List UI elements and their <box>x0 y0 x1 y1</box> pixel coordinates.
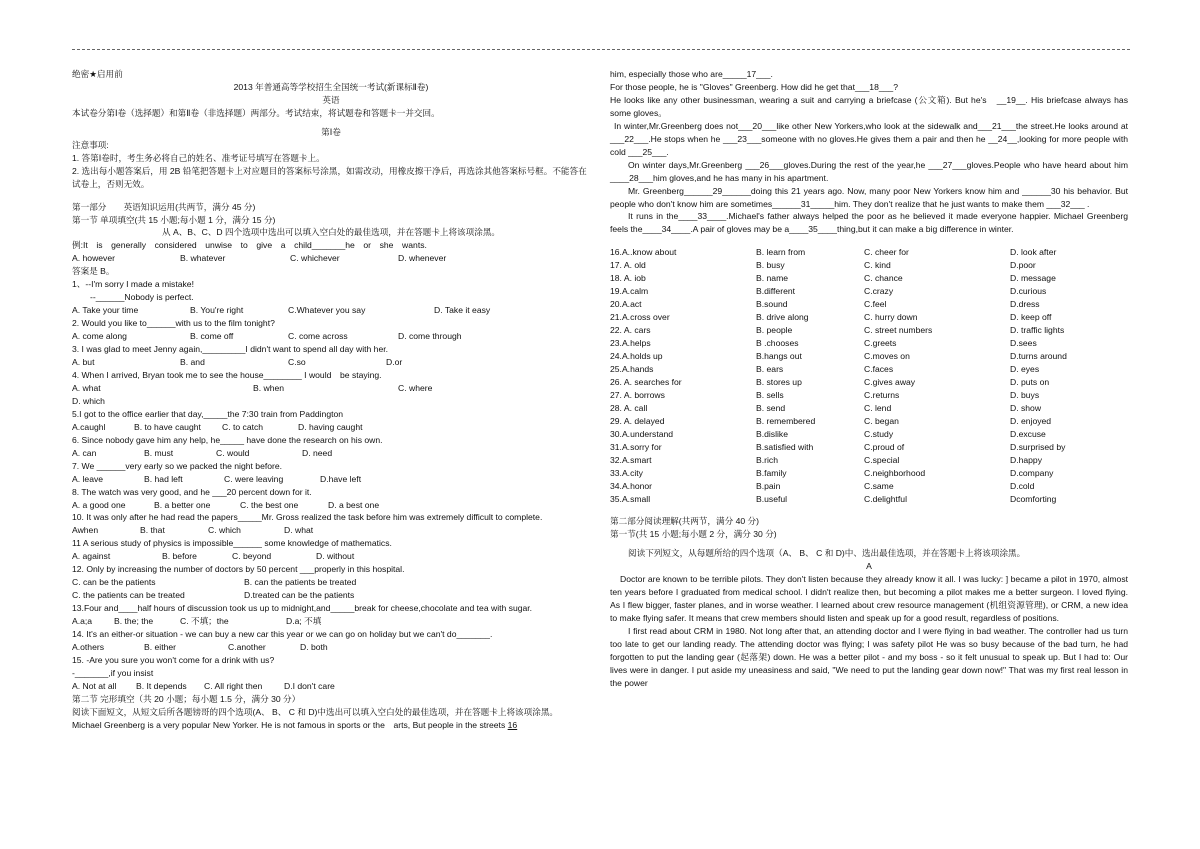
option: D. what <box>284 525 314 536</box>
option: D.I don't care <box>284 680 335 691</box>
option: C.greets <box>864 338 897 349</box>
question-stem: 8. The watch was very good, and he ___20 percent down for it. <box>72 486 312 497</box>
option: B. and <box>180 357 205 368</box>
option: C.another <box>228 641 266 652</box>
option: C.neighborhood <box>864 467 926 478</box>
option: D. a best one <box>328 499 380 510</box>
option: C.Whatever you say <box>288 305 366 316</box>
option: D.curious <box>1010 286 1047 297</box>
option: 22. A. cars <box>610 325 651 336</box>
option: 35.A.small <box>610 493 651 504</box>
option-row <box>610 324 1128 337</box>
option: B.useful <box>756 493 788 504</box>
option: C. chance <box>864 273 903 284</box>
reading-paragraph: I first read about CRM in 1980. Not long after that, an attending doctor and I were flying in bad weather. The controller had us turn too late to get our landing ready. The attending doctor was flying; I was safety pilot He was so busy because of the bad turn, he had forgotten to put the landing gear (起落架) down. He was a better pilot - and my boss - so it felt unusual to speak up. But I had to: Our lives were in danger. I put aside my uneasiness and said, "We need to put the landing gear down now!" That was my first real lesson in the power <box>610 626 1128 688</box>
option: 16.A..know about <box>610 247 677 258</box>
question-stem: 11 A serious study of physics is impossible______ some knowledge of mathematics. <box>72 538 392 549</box>
option: D. enjoyed <box>1010 415 1052 426</box>
option-row <box>610 480 1128 493</box>
option: D. having caught <box>298 421 363 432</box>
option: A. what <box>72 382 101 393</box>
option: B. when <box>253 382 285 393</box>
option-row <box>610 415 1128 428</box>
option: C. can be the patients <box>72 577 156 588</box>
reading-paragraph: Doctor are known to be terrible pilots. They don't listen because they already know it all. I was lucky: ] became a pilot in 1970, almost ten years before I graduated from medical school. I didn't realize then, but becoming a pilot makes me a better surgeon. I loved flying. As I flew bigger, faster planes, and in worse weather. I learned about crew resource management (机组资源管理), or CRM, a new idea to make flying safer. It means that crew members should listen and speak up for a good result, regardless of positions. <box>610 574 1128 624</box>
option: D.turns around <box>1010 351 1067 362</box>
option: 19.A.calm <box>610 286 649 297</box>
option: 20.A.act <box>610 299 642 310</box>
option: D. Take it easy <box>434 305 491 316</box>
option: C. kind <box>864 260 891 271</box>
option: B .chooses <box>756 338 799 349</box>
option: A. Not at all <box>72 680 117 691</box>
option: A. against <box>72 551 111 562</box>
cloze-paragraph: Mr. Greenberg______29______doing this 21 years ago. Now, many poor New Yorkers know him and ______30 his behavior. But people who don't know him are sometimes______31_____him. They don't realize that he just wants to make them ___32___ . <box>610 185 1128 209</box>
option: D. come through <box>398 331 462 342</box>
cloze-paragraph: him, especially those who are_____17___. <box>610 69 773 79</box>
option: C.crazy <box>864 286 894 297</box>
cloze-passage-start: Michael Greenberg is a very popular New Yorker. He is not famous in sports or the arts, But people in the streets 16 <box>72 719 518 730</box>
reading-instructions: 阅读下列短文，从每题所给的四个选项（A、 B、 C 和 D)中、选出最佳选项，并在答题卡上将该项涂黑。 <box>628 548 1026 559</box>
option: Dcomforting <box>1010 493 1057 504</box>
option: B. stores up <box>756 376 802 387</box>
option: C. where <box>398 382 433 393</box>
volume-title: 第Ⅰ卷 <box>321 126 341 137</box>
option: B. either <box>144 641 177 652</box>
option: B. learn from <box>756 247 806 258</box>
option: B. busy <box>756 260 785 271</box>
option: B.different <box>756 286 796 297</box>
option: B. to have caught <box>134 421 201 432</box>
option: D. both <box>300 641 328 652</box>
option: D.a; 不填 <box>286 616 322 627</box>
option: B.dislike <box>756 428 788 439</box>
cloze-paragraph: He looks like any other businessman, wearing a suit and carrying a briefcase (公文箱). But he's __19__. His briefcase always has some gloves。 <box>610 94 1128 118</box>
option: 27. A. borrows <box>610 389 665 400</box>
question-stem: 13.Four and____half hours of discussion took us up to midnight,and_____break for cheese,chocolate and tea with sugar. <box>72 603 533 614</box>
option: B. send <box>756 402 786 413</box>
option: C.feel <box>864 299 887 310</box>
question-options <box>72 447 590 460</box>
option-row <box>610 454 1128 467</box>
option-row <box>610 298 1128 311</box>
option: B. a better one <box>154 499 211 510</box>
option: 23.A.helps <box>610 338 651 349</box>
option: C. beyond <box>232 551 272 562</box>
notes-heading: 注意事项: <box>72 139 109 150</box>
question-options <box>72 421 590 434</box>
question-stem: 12. Only by increasing the number of doctors by 50 percent ___properly in this hospital. <box>72 564 405 575</box>
option-row <box>610 350 1128 363</box>
section1-title: 第一节 单项填空(共 15 小题;每小题 1 分，满分 15 分) <box>72 214 276 225</box>
option: 17. A. old <box>610 260 646 271</box>
option: B. had left <box>144 473 183 484</box>
question-stem: 4. When I arrived, Bryan took me to see the house________ I would be staying. <box>72 369 382 380</box>
option: D.cold <box>1010 480 1035 491</box>
question-options <box>72 680 590 693</box>
option-row <box>610 246 1128 259</box>
option: D. without <box>316 551 355 562</box>
option: D.or <box>386 357 403 368</box>
option: B.satisfied with <box>756 441 814 452</box>
option: B.rich <box>756 454 778 465</box>
passage-label: A <box>866 561 872 572</box>
question-stem: --______Nobody is perfect. <box>90 292 194 303</box>
right-column <box>610 68 1128 690</box>
top-dashed-rule <box>72 49 1130 50</box>
question-options <box>72 473 590 486</box>
option: C. come across <box>288 331 348 342</box>
option: A. however <box>72 253 115 264</box>
option: C. street numbers <box>864 325 933 336</box>
option: B. sells <box>756 389 784 400</box>
example-answer: 答案是 B。 <box>72 266 115 277</box>
option: A.a;a <box>72 616 93 627</box>
option: 24.A.holds up <box>610 351 663 362</box>
question-stem: 6. Since nobody gave him any help, he_____ have done the research on his own. <box>72 434 383 445</box>
question-stem: 1、--I'm sorry I made a mistake! <box>72 279 194 290</box>
option: C. to catch <box>222 421 264 432</box>
option-row <box>610 428 1128 441</box>
option-row <box>610 467 1128 480</box>
option: D. need <box>302 447 333 458</box>
option: C. All right then <box>204 680 263 691</box>
option: D. show <box>1010 402 1042 413</box>
cloze-paragraph: For those people, he is "Gloves" Greenberg. How did he get that___18___? <box>610 81 898 92</box>
option-row <box>610 376 1128 389</box>
cloze-paragraph: On winter days,Mr.Greenberg ___26___gloves.During the rest of the year,he ___27___gloves.People who have heard about him ____28___him gloves,and he has many in his apartment. <box>610 159 1128 183</box>
question-stem: 14. It's an either-or situation - we can buy a new car this year or we can go on holiday but we can't do_______. <box>72 629 493 640</box>
option: D.have left <box>320 473 362 484</box>
option: D.excuse <box>1010 428 1046 439</box>
section1-instructions: 从 A、B、C、D 四个选项中选出可以填入空白处的最佳选项，并在答题卡上将该项涂黑。 <box>161 227 501 238</box>
option: C.study <box>864 428 894 439</box>
option: D. traffic lights <box>1010 325 1065 336</box>
option: 33.A.city <box>610 467 643 478</box>
option: D. message <box>1010 273 1056 284</box>
note-1: 1. 答第Ⅰ卷时，考生务必将自己的姓名、准考证号填写在答题卡上。 <box>72 152 325 163</box>
option: 31.A.sorry for <box>610 441 662 452</box>
option: C. began <box>864 415 899 426</box>
left-column <box>72 68 590 732</box>
option-row <box>610 311 1128 324</box>
option: B. drive along <box>756 312 809 323</box>
option: A. can <box>72 447 97 458</box>
example-options <box>72 252 590 265</box>
option: B. people <box>756 325 793 336</box>
option: C.proud of <box>864 441 905 452</box>
option: 32.A.smart <box>610 454 652 465</box>
option: B.family <box>756 467 787 478</box>
option: C.moves on <box>864 351 910 362</box>
option: A. come along <box>72 331 127 342</box>
option: D.company <box>1010 467 1054 478</box>
option: B. come off <box>190 331 234 342</box>
question-options <box>72 589 590 602</box>
option: D. buys <box>1010 389 1040 400</box>
option: C.gives away <box>864 376 916 387</box>
option-row <box>610 285 1128 298</box>
secret-label: 绝密★启用前 <box>72 69 123 79</box>
question-options <box>72 550 590 563</box>
option: B. that <box>140 525 165 536</box>
question-stem: 5.I got to the office earlier that day,_____the 7:30 train from Paddington <box>72 408 344 419</box>
question-options <box>72 524 590 537</box>
option: D. whenever <box>398 253 447 264</box>
subject: 英语 <box>322 94 340 105</box>
option-row <box>610 389 1128 402</box>
question-options <box>72 641 590 654</box>
option: D.surprised by <box>1010 441 1066 452</box>
question-options <box>72 576 590 589</box>
option: D. which <box>72 395 105 406</box>
section2-instructions: 阅读下面短文，从短文后所各题镑哥的四个选项(A、 B、 C 和 D)中选出可以填入空白处的最佳选项，并在答题卡上将该项涂黑。 <box>72 706 559 717</box>
option: C. 不填；the <box>180 616 229 627</box>
option: D. look after <box>1010 247 1057 258</box>
blank-16: 16 <box>507 719 518 730</box>
option-row <box>610 402 1128 415</box>
option-row <box>610 259 1128 272</box>
question-options <box>72 499 590 512</box>
question-options <box>72 304 590 317</box>
option: 21.A.cross over <box>610 312 670 323</box>
option: C. lend <box>864 402 892 413</box>
question-stem: 2. Would you like to______with us to the film tonight? <box>72 318 275 329</box>
option: 26. A. searches for <box>610 376 682 387</box>
option: C. were leaving <box>224 473 284 484</box>
part2-title: 第二部分阅读理解(共两节，满分 40 分) <box>610 516 759 527</box>
question-options <box>72 615 590 628</box>
option: A.caughl <box>72 421 106 432</box>
option: 25.A.hands <box>610 363 654 374</box>
option: 18. A. iob <box>610 273 646 284</box>
option: B.pain <box>756 480 781 491</box>
option: C.same <box>864 480 894 491</box>
question-stem: 3. I was glad to meet Jenny again,_________I didn't want to spend all day with her. <box>72 344 389 355</box>
option: B. can the patients be treated <box>244 577 357 588</box>
option-row <box>610 441 1128 454</box>
option: A. leave <box>72 473 104 484</box>
option: B. name <box>756 273 789 284</box>
option: C. would <box>216 447 250 458</box>
exam-intro: 本试卷分第Ⅰ卷（选择题）和第Ⅱ卷（非选择题）两部分。考试结束，将试题卷和答题卡一并交回。 <box>72 107 440 118</box>
option: B. It depends <box>136 680 187 691</box>
option: A.others <box>72 641 105 652</box>
option: D.sees <box>1010 338 1037 349</box>
question-stem: 10. It was only after he had read the papers_____Mr. Gross realized the task before him was extremely difficult to complete. <box>72 512 543 523</box>
option: C. which <box>208 525 241 536</box>
cloze-paragraph: It runs in the____33____.Michael's father always helped the poor as he believed it made everyone happier. Michael Greenberg feels the____34____.A pair of gloves may be a____35____thing,but it can make a big difference in winter. <box>610 211 1128 235</box>
option: B. remembered <box>756 415 816 426</box>
option: B. must <box>144 447 174 458</box>
option: D. keep off <box>1010 312 1052 323</box>
option: D. eyes <box>1010 363 1040 374</box>
example-question: 例:It is generally considered unwise to give a child_______he or she wants. <box>72 240 427 251</box>
option-row <box>610 493 1128 506</box>
question-stem: 15. -Are you sure you won't come for a drink with us? <box>72 654 275 665</box>
option: C. hurry down <box>864 312 918 323</box>
option: C.delightful <box>864 493 907 504</box>
option: C. the best one <box>240 499 299 510</box>
option: 30.A.understand <box>610 428 674 439</box>
question-stem: 7. We ______very early so we packed the night before. <box>72 460 283 471</box>
option: C. the patients can be treated <box>72 590 185 601</box>
option: 28. A. call <box>610 402 648 413</box>
option: B. before <box>162 551 197 562</box>
option: C.faces <box>864 363 894 374</box>
option: C. cheer for <box>864 247 909 258</box>
part1-title: 第一部分 英语知识运用(共两节，满分 45 分) <box>72 201 256 212</box>
option: C.special <box>864 454 900 465</box>
option: 34.A.honor <box>610 480 653 491</box>
option: B. You're right <box>190 305 244 316</box>
option: C.so <box>288 357 306 368</box>
option-row <box>610 272 1128 285</box>
option: A. but <box>72 357 95 368</box>
option: B. ears <box>756 363 784 374</box>
question-stem: -_______,if you insist <box>72 667 154 678</box>
option: A. Take your time <box>72 305 139 316</box>
reading-section-title: 第一节(共 15 小题;每小题 2 分，满分 30 分) <box>610 529 777 540</box>
option: Awhen <box>72 525 99 536</box>
option: 29. A. delayed <box>610 415 665 426</box>
option: D.treated can be the patients <box>244 590 355 601</box>
cloze-paragraph: In winter,Mr.Greenberg does not___20___like other New Yorkers,who look at the sidewalk and___21___the street.He looks around at ___22___.He stops when he ___23___someone with no gloves.He gives them a pair and then he __24__,looking for more people with cold ___25___. <box>610 120 1128 157</box>
question-options <box>72 382 590 395</box>
exam-title: 2013 年普通高等学校招生全国统一考试(新课标Ⅱ卷) <box>233 81 429 92</box>
question-options <box>72 330 590 343</box>
option-row <box>610 337 1128 350</box>
note-2: 2. 选出每小题答案后，用 2B 铅笔把答题卡上对应题目的答案标号涂黑，如需改动，用橡皮擦干净后，再选涂其他答案标号框。不能答在试卷上，否则无效。 <box>72 165 587 189</box>
option-row <box>610 363 1128 376</box>
option: B.sound <box>756 299 788 310</box>
question-options <box>72 356 590 369</box>
option: D.dress <box>1010 299 1040 310</box>
option: C.returns <box>864 389 900 400</box>
option: B. whatever <box>180 253 226 264</box>
option: B. the; the <box>114 616 154 627</box>
cloze-options-table <box>610 246 1128 505</box>
section2-title: 第二节 完形填空（共 20 小题；每小题 1.5 分，满分 30 分） <box>72 693 301 704</box>
option: A. a good one <box>72 499 126 510</box>
option: D. puts on <box>1010 376 1050 387</box>
option: D.poor <box>1010 260 1036 271</box>
option: B.hangs out <box>756 351 802 362</box>
option: D.happy <box>1010 454 1043 465</box>
option: C. whichever <box>290 253 340 264</box>
